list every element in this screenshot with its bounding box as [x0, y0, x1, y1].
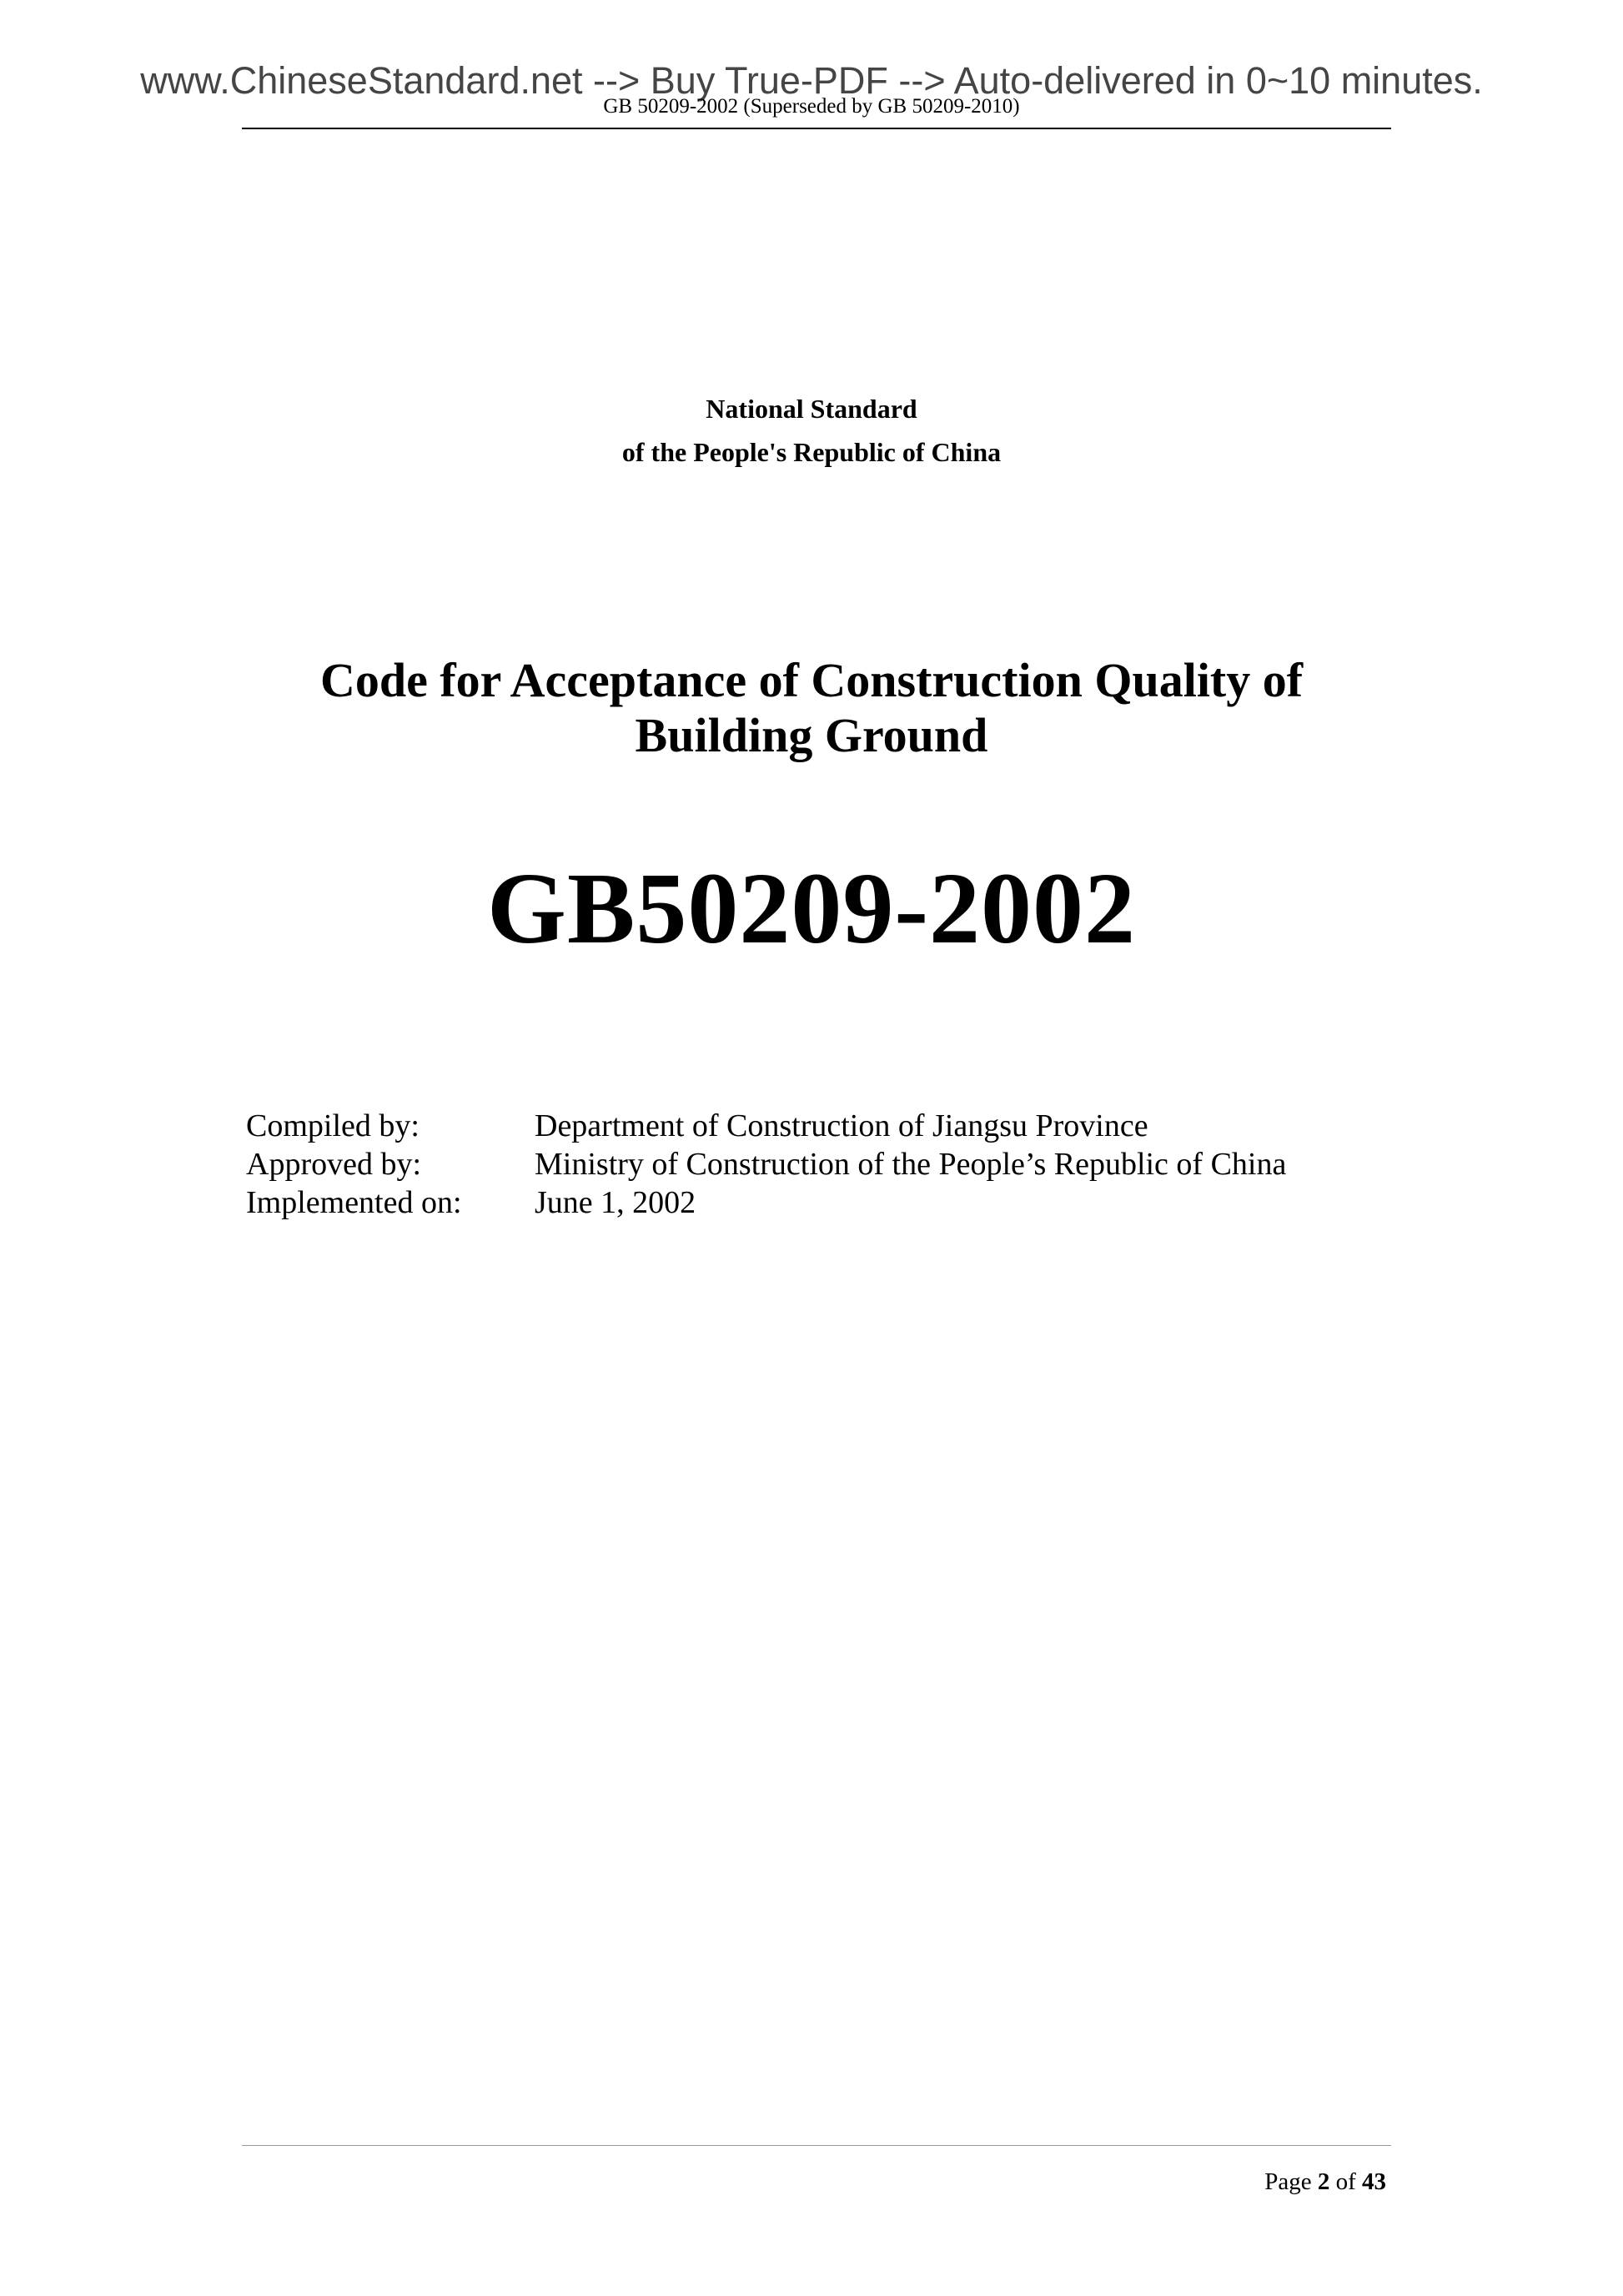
metadata-table — [246, 1107, 1286, 1222]
title-line-2: Building Ground — [635, 708, 988, 762]
meta-value: Ministry of Construction of the People’s Republic of China — [535, 1147, 1287, 1182]
page-word: Page — [1264, 2168, 1312, 2195]
title-line-1: Code for Acceptance of Construction Quality of — [319, 653, 1304, 707]
watermark-text: www.ChineseStandard.net --> Buy True-PDF --> Auto-delivered in 0~10 minutes. — [140, 59, 1483, 102]
meta-label: Implemented on: — [246, 1185, 462, 1220]
running-header: GB 50209-2002 (Superseded by GB 50209-2010) — [603, 95, 1020, 118]
document-title — [0, 653, 1623, 763]
page-number — [1264, 2170, 1386, 2194]
meta-row-implemented — [246, 1183, 1286, 1222]
issuer-line-1: National Standard — [706, 394, 917, 424]
standard-code: GB50209-2002 — [487, 852, 1136, 965]
issuer-line-2: of the People's Republic of China — [621, 437, 1002, 467]
meta-row-compiled — [246, 1107, 1286, 1145]
header-divider — [242, 128, 1391, 129]
meta-value: June 1, 2002 — [535, 1185, 696, 1220]
issuer-block — [0, 387, 1623, 474]
page-total: 43 — [1362, 2168, 1386, 2195]
footer-divider — [242, 2145, 1391, 2146]
meta-value: Department of Construction of Jiangsu Province — [535, 1108, 1148, 1143]
of-word: of — [1335, 2168, 1356, 2195]
page-current: 2 — [1317, 2168, 1330, 2195]
meta-label: Approved by: — [246, 1147, 422, 1182]
meta-row-approved — [246, 1145, 1286, 1183]
meta-label: Compiled by: — [246, 1108, 420, 1143]
